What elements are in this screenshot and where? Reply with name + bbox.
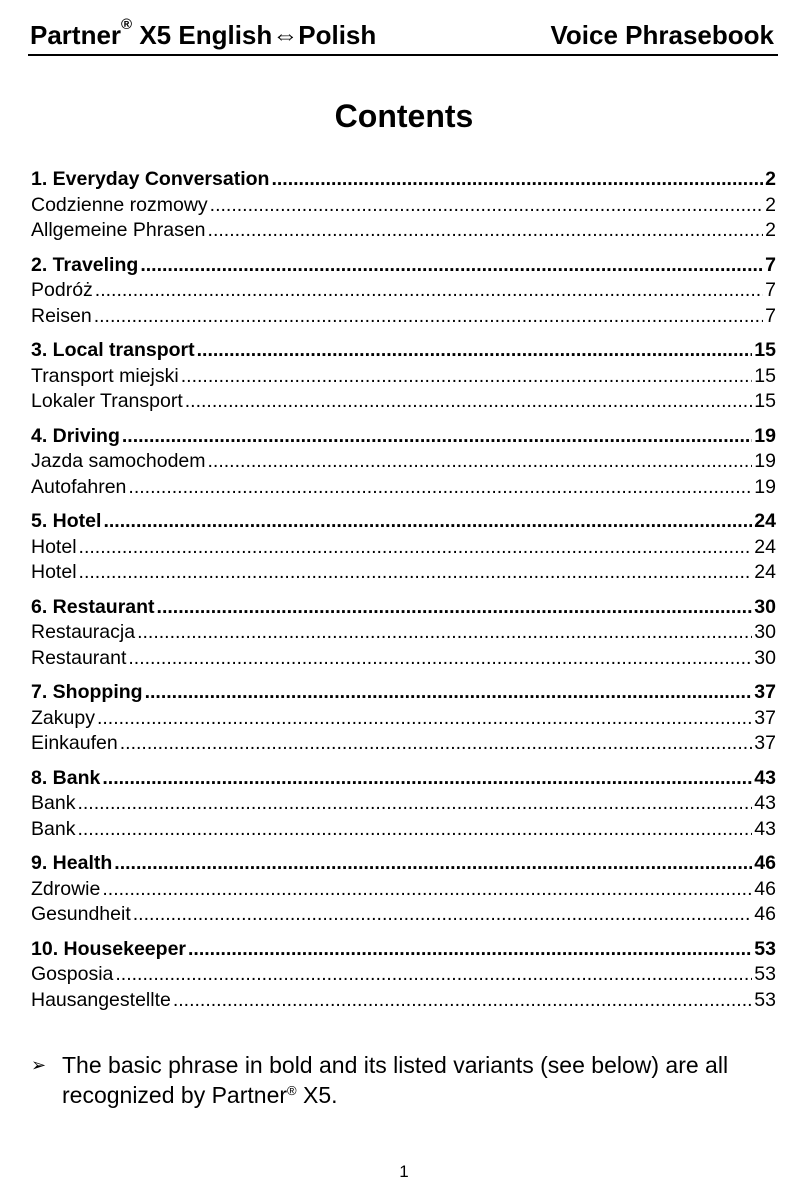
toc-section	[31, 680, 776, 757]
toc-entry-title: Restauracja	[31, 621, 136, 643]
toc-translation-entry[interactable]	[31, 620, 776, 646]
toc-entry-title: Allgemeine Phrasen	[31, 219, 206, 241]
toc-entry-title: Bank	[31, 792, 76, 814]
toc-page-number: 24	[754, 561, 776, 583]
header-title	[30, 16, 377, 51]
page-header	[28, 14, 778, 56]
toc-entry-title: Hausangestellte	[31, 988, 171, 1011]
toc-translation-entry[interactable]	[31, 646, 776, 672]
toc-translation-entry[interactable]	[31, 560, 776, 586]
toc-entry-title: 4. Driving	[31, 424, 120, 447]
toc-page-number: 43	[754, 817, 776, 840]
dot-leader	[120, 731, 753, 757]
toc-entry-title: Zdrowie	[31, 877, 101, 900]
toc-page-number: 43	[754, 792, 776, 814]
toc-translation-entry[interactable]	[31, 877, 776, 903]
dot-leader	[210, 193, 763, 219]
toc-translation-entry[interactable]	[31, 193, 776, 219]
dot-leader	[173, 988, 752, 1014]
toc-translation-entry[interactable]	[31, 962, 776, 988]
dot-leader	[115, 962, 752, 988]
toc-page-number: 53	[754, 963, 776, 985]
page-number: 1	[399, 1162, 409, 1181]
toc-section	[31, 937, 776, 1014]
toc-section	[31, 595, 776, 672]
dot-leader	[145, 680, 753, 706]
dot-leader	[97, 706, 752, 732]
dot-leader	[102, 877, 752, 903]
toc-translation-entry[interactable]	[31, 475, 776, 501]
dot-leader	[122, 424, 752, 450]
toc-chapter-entry[interactable]	[31, 680, 776, 706]
toc-entry-title: Jazda samochodem	[31, 450, 206, 472]
toc-page-number: 37	[754, 681, 776, 703]
toc-translation-entry[interactable]	[31, 731, 776, 757]
toc-page-number: 19	[754, 475, 776, 498]
toc-translation-entry[interactable]	[31, 902, 776, 928]
toc-entry-title: Codzienne rozmowy	[31, 193, 208, 216]
dot-leader	[157, 595, 753, 621]
dot-leader	[102, 766, 752, 792]
toc-translation-entry[interactable]	[31, 449, 776, 475]
toc-entry-title: Einkaufen	[31, 732, 118, 754]
toc-entry-title: 3. Local transport	[31, 339, 195, 361]
toc-page-number: 46	[754, 852, 776, 874]
toc-entry-title: Hotel	[31, 535, 77, 558]
toc-entry-title: Bank	[31, 817, 76, 840]
toc-chapter-entry[interactable]	[31, 937, 776, 963]
toc-entry-title: Zakupy	[31, 706, 95, 729]
dot-leader	[95, 278, 763, 304]
toc-chapter-entry[interactable]	[31, 338, 776, 364]
toc-entry-title: Podróż	[31, 279, 93, 301]
toc-page-number: 30	[754, 621, 776, 643]
toc-page-number: 30	[754, 595, 776, 618]
toc-translation-entry[interactable]	[31, 389, 776, 415]
note-text: The basic phrase in bold and its listed variants (see below) are all recognized by Partner® X5.	[62, 1052, 729, 1108]
toc-translation-entry[interactable]	[31, 706, 776, 732]
toc-page-number: 2	[765, 193, 776, 216]
toc-page-number: 46	[754, 877, 776, 900]
dot-leader	[197, 338, 753, 364]
toc-page-number: 2	[765, 168, 776, 190]
toc-entry-title: 6. Restaurant	[31, 595, 155, 618]
header-brand: Partner	[30, 20, 122, 50]
toc-entry-title: Transport miejski	[31, 364, 179, 387]
page-title: Contents	[334, 98, 474, 134]
toc-page-number: 46	[754, 903, 776, 925]
note-paragraph	[31, 1050, 771, 1110]
toc-entry-title: 1. Everyday Conversation	[31, 168, 270, 190]
dot-leader	[128, 475, 752, 501]
toc-page-number: 53	[754, 937, 776, 960]
toc-chapter-entry[interactable]	[31, 167, 776, 193]
toc-entry-title: Restaurant	[31, 646, 127, 669]
toc-entry-title: 8. Bank	[31, 766, 101, 789]
toc-translation-entry[interactable]	[31, 817, 776, 843]
toc-chapter-entry[interactable]	[31, 851, 776, 877]
dot-leader	[140, 253, 763, 279]
toc-entry-title: Lokaler Transport	[31, 390, 183, 412]
toc-entry-title: 2. Traveling	[31, 253, 139, 276]
toc-page-number: 30	[754, 646, 776, 669]
toc-section	[31, 253, 776, 330]
dot-leader	[208, 218, 764, 244]
toc-section	[31, 338, 776, 415]
dot-leader	[77, 791, 752, 817]
toc-chapter-entry[interactable]	[31, 424, 776, 450]
toc-chapter-entry[interactable]	[31, 766, 776, 792]
dot-leader	[79, 535, 753, 561]
toc-page-number: 24	[754, 510, 776, 532]
dot-leader	[128, 646, 752, 672]
dot-leader	[94, 304, 763, 330]
dot-leader	[185, 389, 753, 415]
dot-leader	[133, 902, 753, 928]
toc-entry-title: 9. Health	[31, 852, 113, 874]
header-right-title: Voice Phrasebook	[550, 20, 774, 50]
toc-section	[31, 766, 776, 843]
toc-page-number: 7	[765, 253, 776, 276]
toc-translation-entry[interactable]	[31, 988, 776, 1014]
table-of-contents	[31, 167, 776, 1022]
toc-entry-title: 10. Housekeeper	[31, 937, 187, 960]
toc-page-number: 24	[754, 535, 776, 558]
dot-leader	[114, 851, 752, 877]
toc-chapter-entry[interactable]	[31, 595, 776, 621]
toc-section	[31, 509, 776, 586]
toc-entry-title: Reisen	[31, 304, 92, 327]
toc-translation-entry[interactable]	[31, 304, 776, 330]
toc-entry-title: Gesundheit	[31, 903, 131, 925]
arrow-bullet-icon: ➢	[31, 1055, 47, 1075]
header-product: X5 English	[132, 20, 273, 50]
toc-entry-title: Autofahren	[31, 475, 127, 498]
dot-leader	[103, 509, 752, 535]
toc-page-number: 19	[754, 450, 776, 472]
toc-chapter-entry[interactable]	[31, 253, 776, 279]
toc-translation-entry[interactable]	[31, 218, 776, 244]
dot-leader	[137, 620, 752, 646]
toc-page-number: 7	[765, 279, 776, 301]
toc-entry-title: Hotel	[31, 561, 77, 583]
toc-translation-entry[interactable]	[31, 278, 776, 304]
toc-section	[31, 424, 776, 501]
toc-section	[31, 167, 776, 244]
dot-leader	[208, 449, 753, 475]
toc-page-number: 53	[754, 988, 776, 1011]
dot-leader	[271, 167, 763, 193]
double-arrow-icon: ⇔	[272, 20, 299, 50]
toc-section	[31, 851, 776, 928]
toc-page-number: 19	[754, 424, 776, 447]
toc-page-number: 7	[765, 304, 776, 327]
toc-page-number: 37	[754, 706, 776, 729]
toc-entry-title: Gosposia	[31, 963, 114, 985]
toc-chapter-entry[interactable]	[31, 509, 776, 535]
toc-page-number: 15	[754, 390, 776, 412]
toc-page-number: 37	[754, 732, 776, 754]
toc-entry-title: 7. Shopping	[31, 681, 143, 703]
toc-translation-entry[interactable]	[31, 791, 776, 817]
dot-leader	[188, 937, 752, 963]
toc-translation-entry[interactable]	[31, 364, 776, 390]
toc-entry-title: 5. Hotel	[31, 510, 102, 532]
dot-leader	[181, 364, 753, 390]
toc-page-number: 15	[754, 364, 776, 387]
toc-translation-entry[interactable]	[31, 535, 776, 561]
toc-page-number: 43	[754, 766, 776, 789]
dot-leader	[77, 817, 752, 843]
toc-page-number: 15	[754, 339, 776, 361]
dot-leader	[79, 560, 753, 586]
toc-page-number: 2	[765, 219, 776, 241]
header-language: Polish	[298, 20, 377, 50]
registered-mark: ®	[121, 16, 133, 33]
registered-mark: ®	[287, 1083, 297, 1098]
